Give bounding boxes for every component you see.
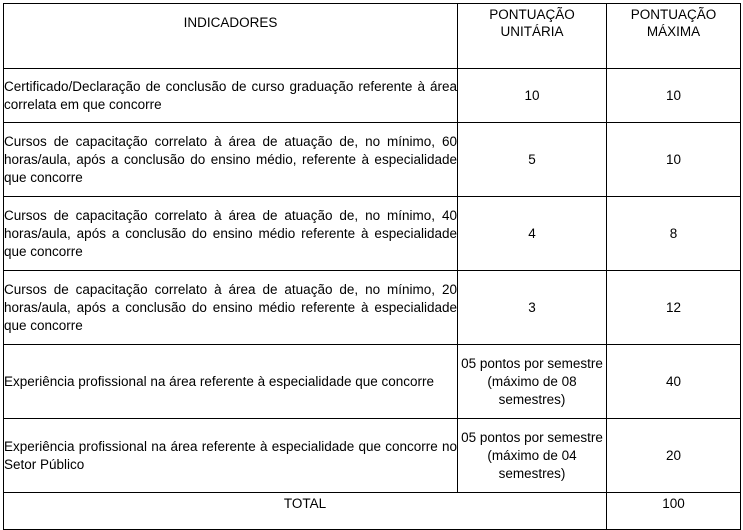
header-maxima-line1: PONTUAÇÃO — [630, 7, 717, 22]
table-row — [4, 123, 741, 197]
table-row — [4, 271, 741, 345]
table-header-row — [4, 4, 741, 69]
indicador-cell: Cursos de capacitação correlato à área de atuação de, no mínimo, 40 horas/aula, após a conclusão do ensino médio referente à especialidade que concorre — [4, 197, 458, 271]
table-row — [4, 69, 741, 123]
unitaria-cell: 3 — [458, 271, 607, 345]
total-label: TOTAL — [4, 493, 607, 530]
indicador-cell: Certificado/Declaração de conclusão de curso graduação referente à área correlata em que concorre — [4, 69, 458, 123]
maxima-cell: 20 — [607, 419, 741, 493]
unitaria-cell: 5 — [458, 123, 607, 197]
maxima-cell: 10 — [607, 123, 741, 197]
indicador-cell: Experiência profissional na área referente à especialidade que concorre no Setor Público — [4, 419, 458, 493]
header-unitaria-line2: UNITÁRIA — [500, 24, 564, 39]
header-pontuacao-maxima — [607, 4, 741, 69]
scoring-table — [3, 3, 741, 530]
maxima-cell: 8 — [607, 197, 741, 271]
header-unitaria-line1: PONTUAÇÃO — [489, 7, 575, 22]
unitaria-cell: 10 — [458, 69, 607, 123]
maxima-cell: 40 — [607, 345, 741, 419]
indicador-cell: Cursos de capacitação correlato à área de atuação de, no mínimo, 60 horas/aula, após a conclusão do ensino médio, referente à especialidade que concorre — [4, 123, 458, 197]
unitaria-cell: 05 pontos por semestre (máximo de 08 semestres) — [458, 345, 607, 419]
indicador-cell: Experiência profissional na área referente à especialidade que concorre — [4, 345, 458, 419]
unitaria-cell: 4 — [458, 197, 607, 271]
total-row — [4, 493, 741, 530]
maxima-cell: 10 — [607, 69, 741, 123]
maxima-cell: 12 — [607, 271, 741, 345]
header-indicadores: INDICADORES — [4, 4, 458, 69]
table-row — [4, 197, 741, 271]
table-row — [4, 345, 741, 419]
header-pontuacao-unitaria — [458, 4, 607, 69]
indicador-cell: Cursos de capacitação correlato à área de atuação de, no mínimo, 20 horas/aula, após a conclusão do ensino médio referente à especialidade que concorre — [4, 271, 458, 345]
total-value: 100 — [607, 493, 741, 530]
table-row — [4, 419, 741, 493]
header-maxima-line2: MÁXIMA — [646, 24, 701, 39]
unitaria-cell: 05 pontos por semestre (máximo de 04 semestres) — [458, 419, 607, 493]
